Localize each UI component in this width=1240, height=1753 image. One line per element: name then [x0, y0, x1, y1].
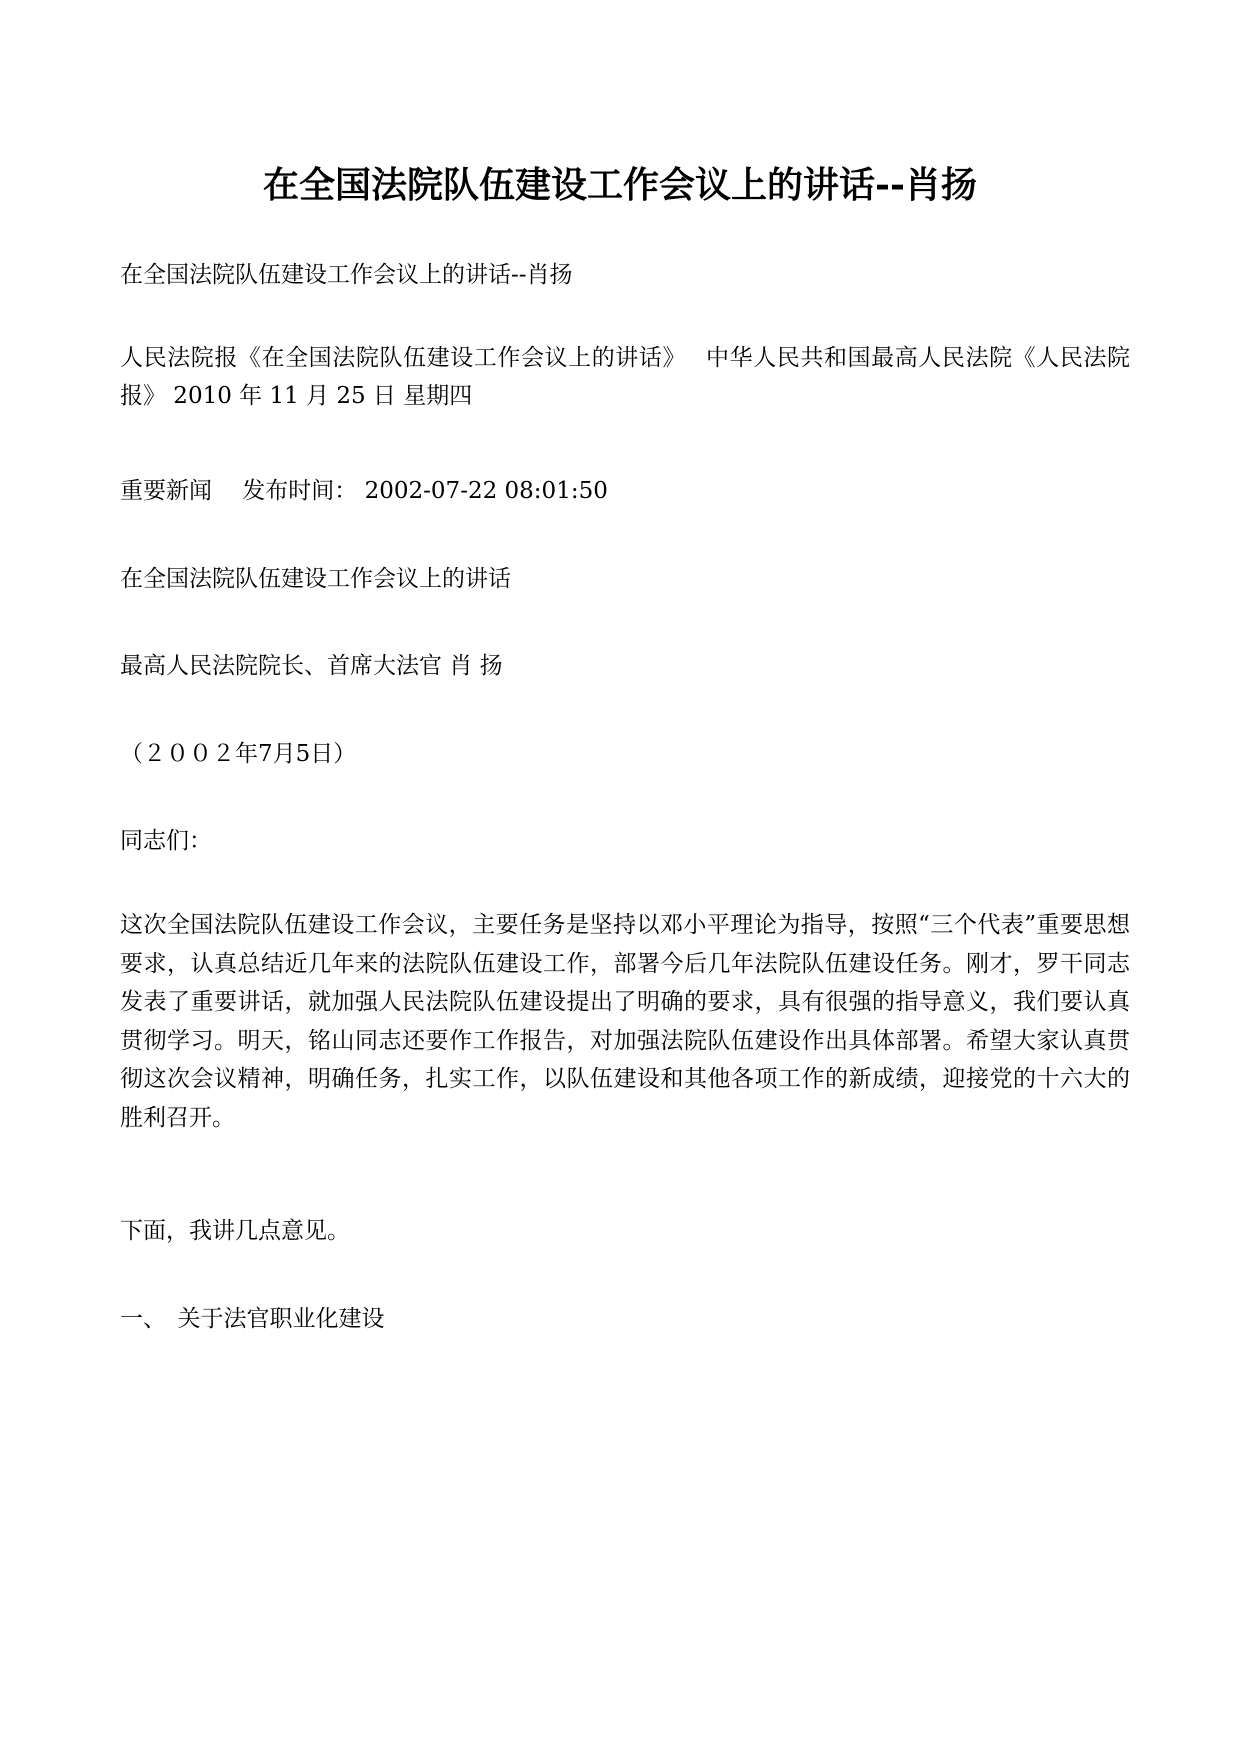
subtitle: 在全国法院队伍建设工作会议上的讲话--肖扬 — [120, 262, 573, 288]
document-title: 在全国法院队伍建设工作会议上的讲话--肖扬 — [263, 164, 977, 206]
body-paragraph-short: 下面，我讲几点意见。 — [120, 1218, 350, 1244]
speaker-line: 最高人民法院院长、首席大法官 肖 扬 — [120, 653, 503, 679]
news-meta: 重要新闻 发布时间： 2002-07-22 08:01:50 — [120, 478, 608, 504]
section-heading: 一、 关于法官职业化建设 — [120, 1306, 385, 1332]
speech-title: 在全国法院队伍建设工作会议上的讲话 — [120, 566, 511, 592]
salutation: 同志们： — [120, 828, 212, 854]
source-line: 人民法院报《在全国法院队伍建设工作会议上的讲话》 中华人民共和国最高人民法院《人民法院报》 2010 年 11 月 25 日 星期四 — [120, 345, 1130, 409]
speech-date: （２００２年7月5日） — [120, 741, 357, 767]
body-paragraph: 这次全国法院队伍建设工作会议，主要任务是坚持以邓小平理论为指导，按照“三个代表”重要思想要求，认真总结近几年来的法院队伍建设工作，部署今后几年法院队伍建设任务。刚才，罗干同志发表了重要讲话，就加强人民法院队伍建设提出了明确的要求，具有很强的指导意义，我们要认真贯彻学习。明天，铭山同志还要作工作报告，对加强法院队伍建设作出具体部署。希望大家认真贯彻这次会议精神，明确任务，扎实工作，以队伍建设和其他各项工作的新成绩，迎接党的十六大的胜利召开。 — [120, 912, 1130, 1131]
